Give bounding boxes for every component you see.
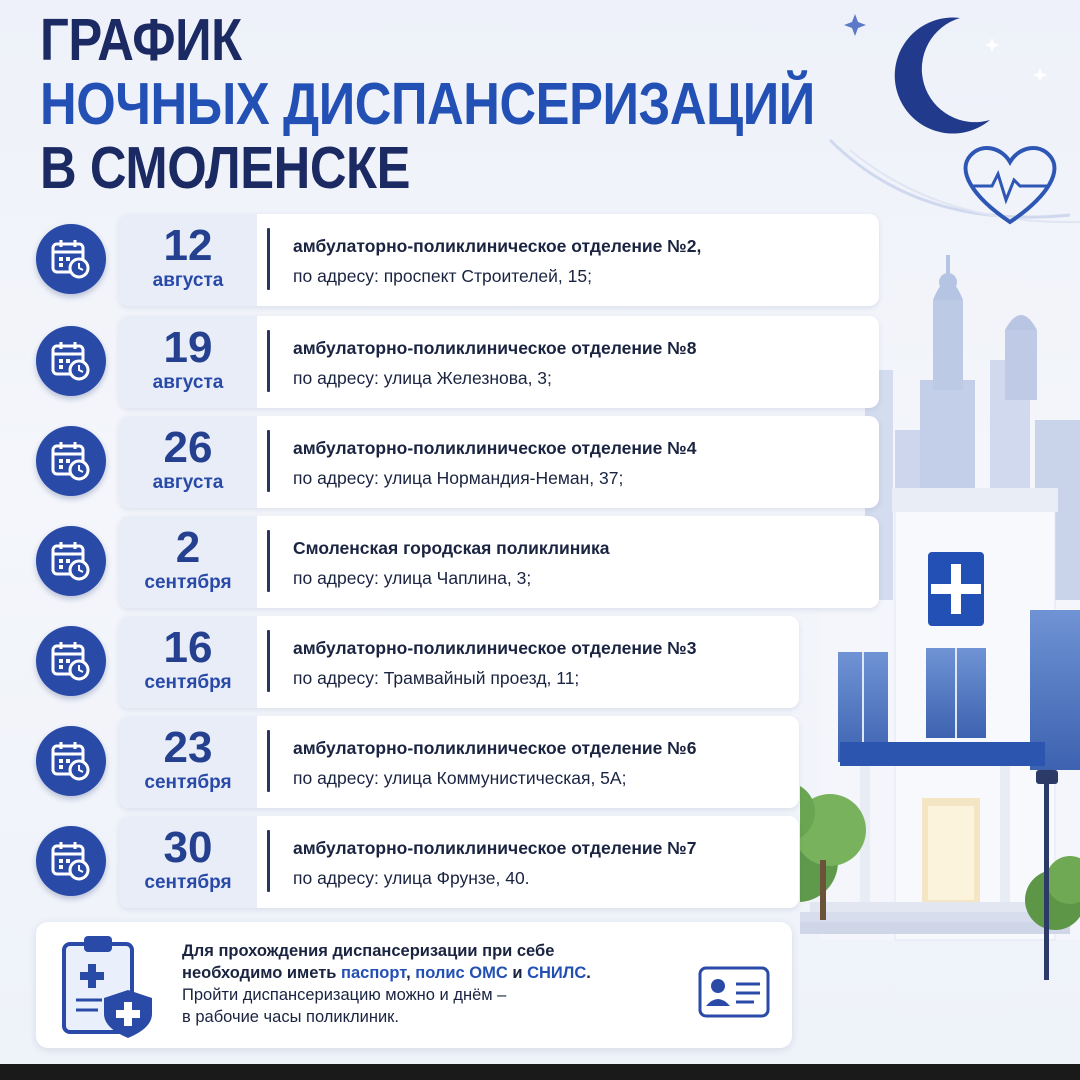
date-day: 12 bbox=[163, 221, 213, 270]
clinic-address: по адресу: улица Железнова, 3; bbox=[293, 368, 552, 388]
clinic-name: амбулаторно-поликлиническое отделение №6 bbox=[293, 738, 697, 758]
title-line-2: НОЧНЫХ ДИСПАНСЕРИЗАЦИЙ bbox=[40, 71, 815, 137]
note-line-3: Пройти диспансеризацию можно и днём – bbox=[182, 986, 507, 1004]
date-day: 16 bbox=[163, 623, 213, 672]
doc-sep: , bbox=[406, 964, 416, 982]
date-day: 2 bbox=[175, 523, 201, 572]
clinic-address: по адресу: улица Фрунзе, 40. bbox=[293, 868, 530, 888]
requirements-text bbox=[182, 940, 591, 1028]
clinic-address: по адресу: улица Чаплина, 3; bbox=[293, 568, 532, 588]
heartbeat-icon bbox=[958, 140, 1062, 224]
clinic-name: Смоленская городская поликлиника bbox=[293, 538, 610, 558]
date-month: августа bbox=[152, 472, 224, 493]
title-line-3: В СМОЛЕНСКЕ bbox=[40, 135, 411, 201]
doc-passport: паспорт bbox=[341, 964, 407, 982]
schedule-card bbox=[119, 716, 799, 808]
clinic-address: по адресу: улица Нормандия-Неман, 37; bbox=[293, 468, 624, 488]
date-day: 19 bbox=[163, 323, 213, 372]
requirements-note bbox=[36, 922, 792, 1048]
date-month: августа bbox=[152, 270, 224, 291]
clinic-address: по адресу: проспект Строителей, 15; bbox=[293, 266, 592, 286]
date-panel bbox=[119, 214, 257, 306]
date-day: 23 bbox=[163, 723, 213, 772]
title-line-1: ГРАФИК bbox=[40, 7, 242, 73]
schedule-card bbox=[119, 316, 879, 408]
date-panel bbox=[119, 416, 257, 508]
bottom-bar bbox=[0, 1064, 1080, 1080]
schedule-card bbox=[119, 416, 879, 508]
doc-sep: и bbox=[507, 964, 528, 982]
clinic-name: амбулаторно-поликлиническое отделение №8 bbox=[293, 338, 697, 358]
note-line-2: необходимо иметь bbox=[182, 964, 342, 982]
date-month: сентября bbox=[144, 872, 232, 893]
date-panel bbox=[119, 616, 257, 708]
divider bbox=[267, 530, 270, 592]
note-line-1: Для прохождения диспансеризации при себе bbox=[182, 942, 555, 960]
date-month: августа bbox=[152, 372, 224, 393]
clinic-name: амбулаторно-поликлиническое отделение №7 bbox=[293, 838, 697, 858]
clinic-name: амбулаторно-поликлиническое отделение №4 bbox=[293, 438, 697, 458]
date-day: 30 bbox=[163, 823, 213, 872]
medical-clipboard-icon bbox=[58, 928, 158, 1045]
clinic-address: по адресу: улица Коммунистическая, 5А; bbox=[293, 768, 627, 788]
divider bbox=[267, 730, 270, 792]
date-day: 26 bbox=[163, 423, 213, 472]
date-panel bbox=[119, 716, 257, 808]
date-month: сентября bbox=[144, 772, 232, 793]
clinic-address: по адресу: Трамвайный проезд, 11; bbox=[293, 668, 580, 688]
schedule-card bbox=[119, 214, 879, 306]
calendar-clock-icon bbox=[36, 526, 106, 596]
divider bbox=[267, 630, 270, 692]
doc-end: . bbox=[586, 964, 591, 982]
divider bbox=[267, 830, 270, 892]
crescent-moon-icon bbox=[880, 16, 1000, 136]
schedule-card bbox=[119, 616, 799, 708]
calendar-clock-icon bbox=[36, 224, 106, 294]
divider bbox=[267, 330, 270, 392]
calendar-clock-icon bbox=[36, 326, 106, 396]
id-card-icon bbox=[698, 966, 770, 1023]
date-month: сентября bbox=[144, 572, 232, 593]
divider bbox=[267, 430, 270, 492]
calendar-clock-icon bbox=[36, 426, 106, 496]
date-month: сентября bbox=[144, 672, 232, 693]
calendar-clock-icon bbox=[36, 726, 106, 796]
calendar-clock-icon bbox=[36, 626, 106, 696]
page-title bbox=[40, 8, 815, 200]
date-panel bbox=[119, 816, 257, 908]
schedule-card bbox=[119, 516, 879, 608]
schedule-card bbox=[119, 816, 799, 908]
divider bbox=[267, 228, 270, 290]
clinic-name: амбулаторно-поликлиническое отделение №3 bbox=[293, 638, 697, 658]
calendar-clock-icon bbox=[36, 826, 106, 896]
note-line-4: в рабочие часы поликлиник. bbox=[182, 1008, 399, 1026]
clinic-name: амбулаторно-поликлиническое отделение №2, bbox=[293, 236, 702, 256]
doc-snils: СНИЛС bbox=[527, 964, 587, 982]
date-panel bbox=[119, 316, 257, 408]
doc-oms: полис ОМС bbox=[415, 964, 508, 982]
date-panel bbox=[119, 516, 257, 608]
